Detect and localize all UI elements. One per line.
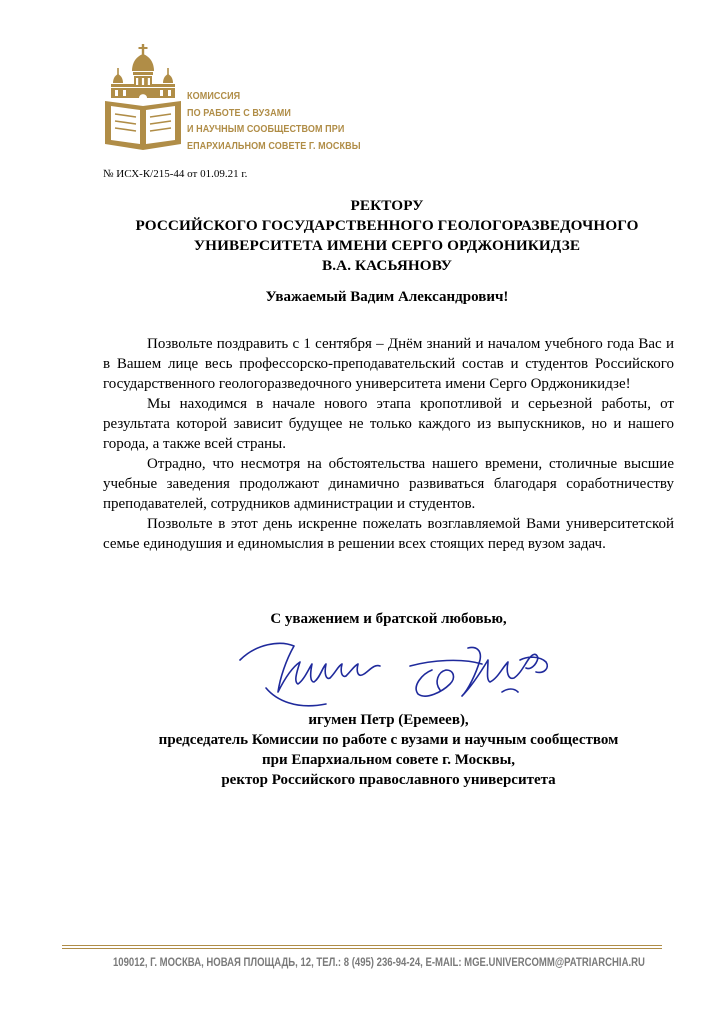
addressee-line: РЕКТОРУ — [350, 197, 424, 214]
letterhead — [103, 44, 363, 162]
signatory-line: игумен Петр (Еремеев), — [308, 712, 469, 728]
organization-name-line: И НАУЧНЫМ СООБЩЕСТВОМ ПРИ — [187, 123, 345, 135]
addressee-line: РОССИЙСКОГО ГОСУДАРСТВЕННОГО ГЕОЛОГОРАЗВЕДОЧНОГО — [135, 217, 639, 234]
closing-phrase: С уважением и братской любовью, — [270, 611, 507, 627]
body-paragraph: Отрадно, что несмотря на обстоятельства нашего времени, столичные высшие учебные заведения продолжают динамично развиваться благодаря соработничеству преподавателей, сотрудников администрации и студентов. — [103, 456, 674, 512]
cathedral-book-logo-icon — [103, 44, 183, 156]
footer-contacts: 109012, Г. МОСКВА, НОВАЯ ПЛОЩАДЬ, 12, ТЕЛ.: 8 (495) 236-94-24, E-MAIL: MGE.UNIVERCOMM@PATRIARCHIA.RU — [113, 957, 645, 969]
body-paragraph: Мы находимся в начале нового этапа кропотливой и серьезной работы, от результата которой зависит будущее не только каждого из выпускников, но и нашего города, а также всей страны. — [103, 396, 674, 452]
signatory-line: председатель Комиссии по работе с вузами и научным сообществом — [158, 732, 619, 748]
footer-divider — [62, 945, 662, 949]
signatory-block — [103, 710, 674, 790]
handwritten-signature — [236, 630, 556, 722]
letter-body — [103, 334, 674, 554]
organization-name-line: КОМИССИЯ — [187, 90, 241, 102]
signatory-line: ректор Российского православного университета — [221, 772, 556, 788]
signatory-line: при Епархиальном совете г. Москвы, — [261, 752, 516, 768]
organization-name — [187, 88, 377, 154]
organization-name-line: ПО РАБОТЕ С ВУЗАМИ — [187, 106, 291, 119]
addressee-block — [60, 196, 714, 276]
addressee-line: УНИВЕРСИТЕТА ИМЕНИ СЕРГО ОРДЖОНИКИДЗЕ — [193, 237, 581, 254]
organization-name-line: ЕПАРХИАЛЬНОМ СОВЕТЕ Г. МОСКВЫ — [187, 139, 361, 152]
body-paragraph: Позвольте поздравить с 1 сентября – Днём знаний и началом учебного года Вас и в Вашем лице весь профессорско-преподавательский состав и студентов Российского государственного геологоразведочного университета имени Серго Орджоникидзе! — [103, 336, 674, 392]
body-paragraph: Позвольте в этот день искренне пожелать возглавляемой Вами университетской семье единодушия и единомыслия в решении всех стоящих перед вузом задач. — [103, 516, 674, 552]
outgoing-number: № ИСХ-К/215-44 от 01.09.21 г. — [103, 168, 248, 180]
addressee-line: В.А. КАСЬЯНОВУ — [322, 257, 452, 274]
salutation: Уважаемый Вадим Александрович! — [265, 289, 509, 305]
